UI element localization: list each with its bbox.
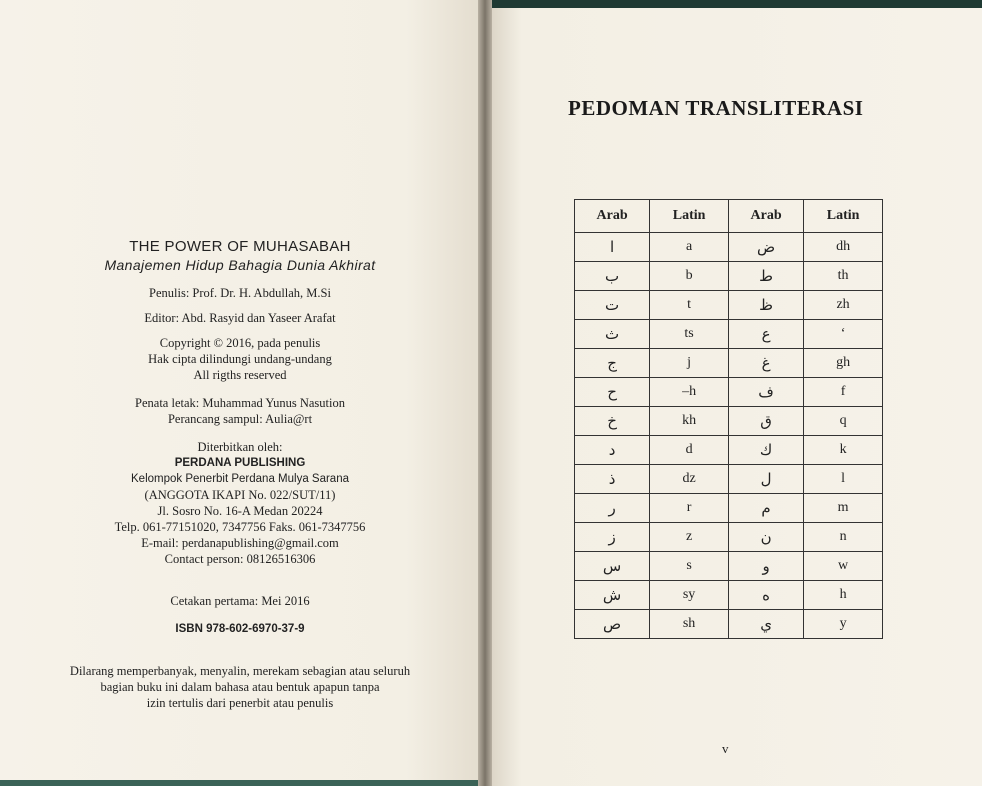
rights-line: All rigths reserved (193, 368, 287, 382)
arabic-letter-cell: ج (575, 349, 650, 378)
publisher-contact: Contact person: 08126516306 (164, 552, 316, 566)
table-header-row (575, 200, 883, 233)
table-row (575, 262, 883, 291)
column-header: Arab (575, 200, 650, 233)
arabic-letter-cell: ش (575, 581, 650, 610)
page-number: v (722, 741, 729, 756)
table-row (575, 378, 883, 407)
latin-letter-cell: kh (650, 407, 729, 436)
author-line: Penulis: Prof. Dr. H. Abdullah, M.Si (149, 286, 331, 300)
arabic-letter-cell: خ (575, 407, 650, 436)
latin-letter-cell: q (804, 407, 883, 436)
table-row (575, 436, 883, 465)
published-by-label: Diterbitkan oleh: (197, 440, 283, 454)
copyright-line: Copyright © 2016, pada penulis (159, 336, 321, 350)
arabic-letter-cell: ث (575, 320, 650, 349)
latin-letter-cell: k (804, 436, 883, 465)
arabic-letter-cell: ن (728, 523, 803, 552)
arabic-letter-cell: ك (728, 436, 803, 465)
table-body (575, 233, 883, 639)
column-header: Latin (650, 200, 729, 233)
arabic-letter-cell: ح (575, 378, 650, 407)
arabic-letter-cell: م (728, 494, 803, 523)
arabic-letter-cell: ذ (575, 465, 650, 494)
arabic-letter-cell: غ (728, 349, 803, 378)
publisher-detail: Kelompok Penerbit Perdana Mulya Sarana (131, 473, 349, 485)
arabic-letter-cell: ل (728, 465, 803, 494)
book-subtitle: Manajemen Hidup Bahagia Dunia Akhirat (104, 257, 376, 273)
transliteration-table (574, 199, 883, 639)
page-heading: PEDOMAN TRANSLITERASI (568, 96, 864, 120)
latin-letter-cell: ts (650, 320, 729, 349)
latin-letter-cell: –h (650, 378, 729, 407)
bottom-edge (0, 780, 478, 786)
isbn-line: ISBN 978-602-6970-37-9 (175, 623, 305, 635)
copyright-imprint (40, 238, 440, 711)
latin-letter-cell: zh (804, 291, 883, 320)
latin-letter-cell: y (804, 610, 883, 639)
publisher-email: E-mail: perdanapublishing@gmail.com (141, 536, 339, 550)
arabic-letter-cell: ع (728, 320, 803, 349)
latin-letter-cell: z (650, 523, 729, 552)
table-row (575, 552, 883, 581)
copyright-notice: bagian buku ini dalam bahasa atau bentuk apapun tanpa (100, 680, 380, 694)
arabic-letter-cell: د (575, 436, 650, 465)
arabic-letter-cell: ا (575, 233, 650, 262)
arabic-letter-cell: ظ (728, 291, 803, 320)
table-row (575, 581, 883, 610)
latin-letter-cell: h (804, 581, 883, 610)
latin-letter-cell: dz (650, 465, 729, 494)
arabic-letter-cell: ر (575, 494, 650, 523)
table-row (575, 291, 883, 320)
latin-letter-cell: r (650, 494, 729, 523)
latin-letter-cell: f (804, 378, 883, 407)
latin-letter-cell: m (804, 494, 883, 523)
latin-letter-cell: s (650, 552, 729, 581)
publisher-name: PERDANA PUBLISHING (174, 457, 306, 469)
book-title: THE POWER OF MUHASABAH (129, 238, 351, 255)
arabic-letter-cell: س (575, 552, 650, 581)
latin-letter-cell: sy (650, 581, 729, 610)
publisher-detail: Jl. Sosro No. 16-A Medan 20224 (157, 504, 323, 518)
column-header: Arab (728, 200, 803, 233)
copyright-notice: izin tertulis dari penerbit atau penulis (146, 696, 334, 710)
top-edge (492, 0, 982, 8)
arabic-letter-cell: ت (575, 291, 650, 320)
latin-letter-cell: w (804, 552, 883, 581)
latin-letter-cell: a (650, 233, 729, 262)
latin-letter-cell: gh (804, 349, 883, 378)
latin-letter-cell: n (804, 523, 883, 552)
latin-letter-cell: l (804, 465, 883, 494)
editor-line: Editor: Abd. Rasyid dan Yaseer Arafat (144, 311, 336, 325)
copyright-notice: Dilarang memperbanyak, menyalin, merekam sebagian atau seluruh (69, 664, 411, 678)
table-row (575, 320, 883, 349)
table-row (575, 494, 883, 523)
arabic-letter-cell: ط (728, 262, 803, 291)
latin-letter-cell: d (650, 436, 729, 465)
rights-line: Hak cipta dilindungi undang-undang (148, 352, 332, 366)
table-row (575, 465, 883, 494)
latin-letter-cell: j (650, 349, 729, 378)
arabic-letter-cell: و (728, 552, 803, 581)
latin-letter-cell: dh (804, 233, 883, 262)
arabic-letter-cell: ي (728, 610, 803, 639)
arabic-letter-cell: ص (575, 610, 650, 639)
latin-letter-cell: th (804, 262, 883, 291)
latin-letter-cell: t (650, 291, 729, 320)
table-row (575, 349, 883, 378)
arabic-letter-cell: ف (728, 378, 803, 407)
table-row (575, 610, 883, 639)
table-row (575, 233, 883, 262)
arabic-letter-cell: ه (728, 581, 803, 610)
publisher-detail: (ANGGOTA IKAPI No. 022/SUT/11) (144, 488, 336, 502)
latin-letter-cell: ‘ (804, 320, 883, 349)
column-header: Latin (804, 200, 883, 233)
arabic-letter-cell: ض (728, 233, 803, 262)
arabic-letter-cell: ق (728, 407, 803, 436)
latin-letter-cell: sh (650, 610, 729, 639)
credit-line: Penata letak: Muhammad Yunus Nasution (135, 396, 345, 410)
arabic-letter-cell: ب (575, 262, 650, 291)
publisher-detail: Telp. 061-77151020, 7347756 Faks. 061-7347756 (114, 520, 366, 534)
book-gutter (478, 0, 492, 786)
latin-letter-cell: b (650, 262, 729, 291)
arabic-letter-cell: ز (575, 523, 650, 552)
table-row (575, 523, 883, 552)
table-row (575, 407, 883, 436)
credit-line: Perancang sampul: Aulia@rt (167, 412, 313, 426)
edition-line: Cetakan pertama: Mei 2016 (170, 594, 310, 608)
